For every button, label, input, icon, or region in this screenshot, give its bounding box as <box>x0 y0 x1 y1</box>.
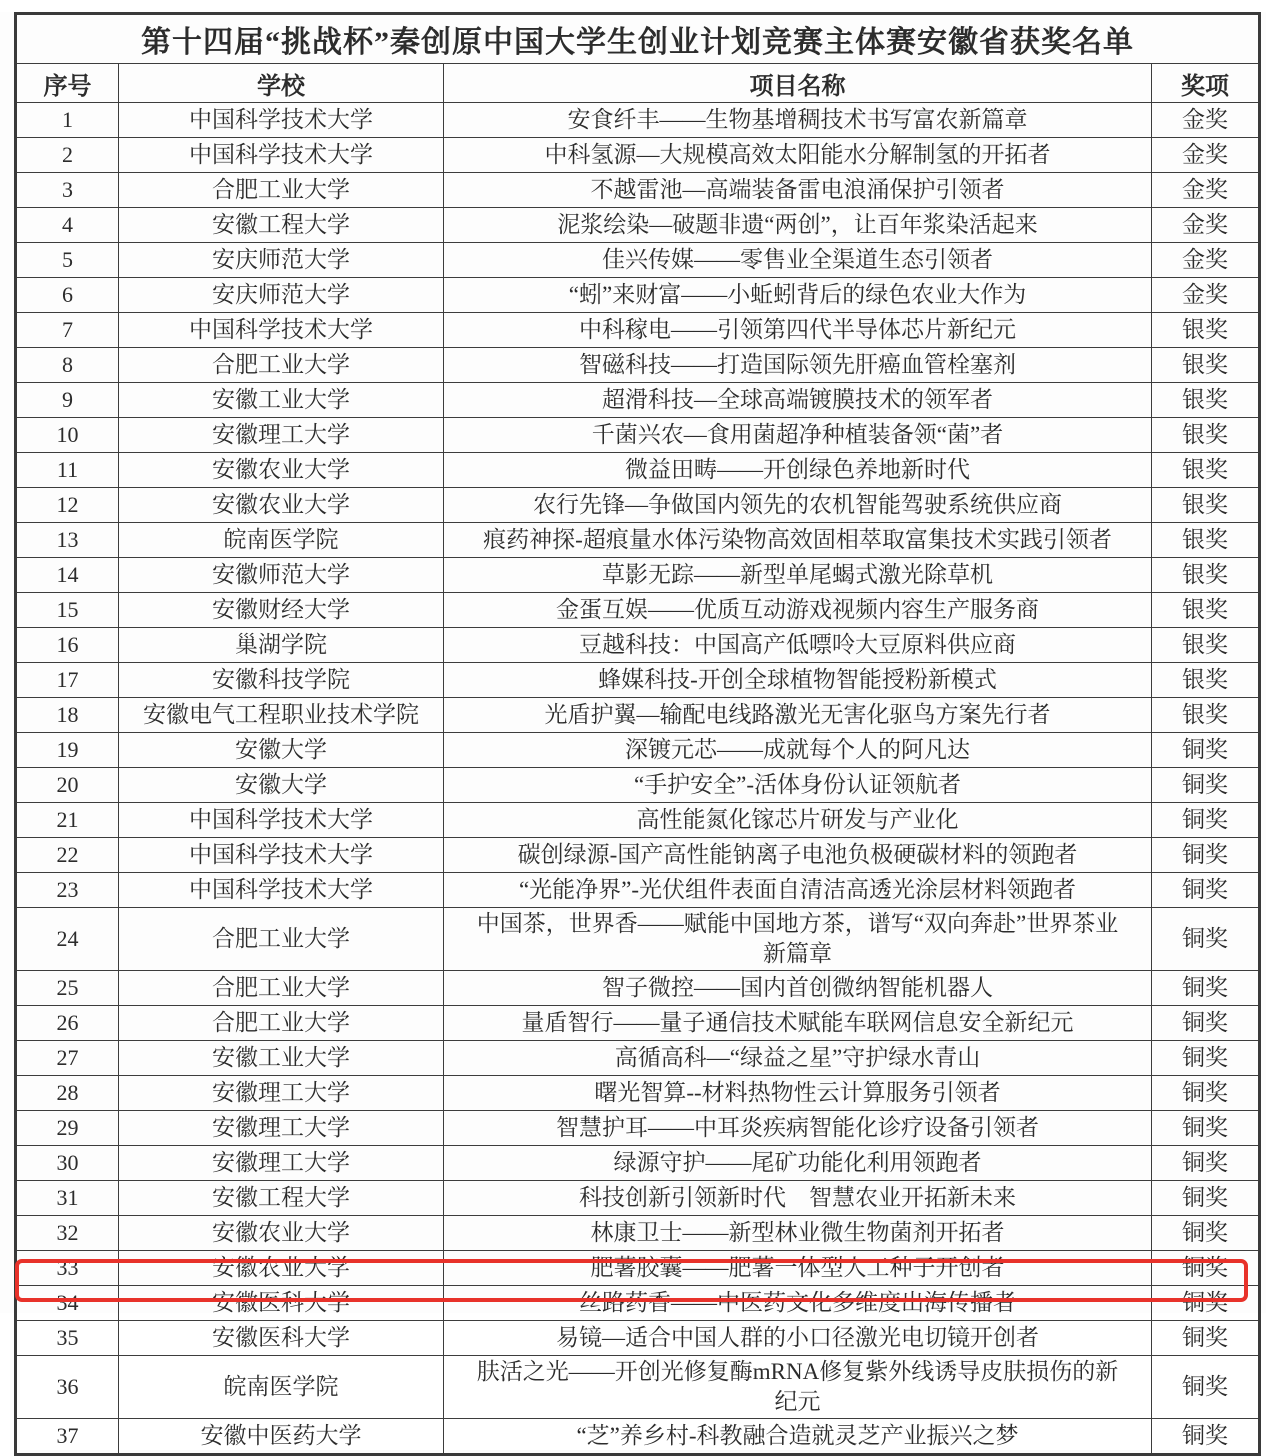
cell-award: 铜奖 <box>1152 908 1260 971</box>
cell-project: “光能净界”-光伏组件表面自清洁高透光涂层材料领跑者 <box>444 873 1152 908</box>
cell-school: 中国科学技术大学 <box>119 838 444 873</box>
cell-award: 银奖 <box>1152 628 1260 663</box>
cell-school: 安徽医科大学 <box>119 1321 444 1356</box>
column-header-project: 项目名称 <box>444 64 1152 103</box>
cell-no: 21 <box>16 803 119 838</box>
table-row <box>16 768 1260 803</box>
cell-award: 银奖 <box>1152 558 1260 593</box>
header-row <box>16 64 1260 103</box>
cell-project: 曙光智算--材料热物性云计算服务引领者 <box>444 1076 1152 1111</box>
cell-project: 深镀元芯——成就每个人的阿凡达 <box>444 733 1152 768</box>
cell-award: 铜奖 <box>1152 1321 1260 1356</box>
cell-no: 18 <box>16 698 119 733</box>
cell-project: 碳创绿源-国产高性能钠离子电池负极硬碳材料的领跑者 <box>444 838 1152 873</box>
cell-no: 15 <box>16 593 119 628</box>
cell-school: 安徽农业大学 <box>119 453 444 488</box>
cell-no: 6 <box>16 278 119 313</box>
cell-project: 不越雷池—高端装备雷电浪涌保护引领者 <box>444 173 1152 208</box>
cell-project: 农行先锋—争做国内领先的农机智能驾驶系统供应商 <box>444 488 1152 523</box>
cell-award: 金奖 <box>1152 243 1260 278</box>
cell-project: 量盾智行——量子通信技术赋能车联网信息安全新纪元 <box>444 1006 1152 1041</box>
cell-school: 安徽师范大学 <box>119 558 444 593</box>
cell-award: 铜奖 <box>1152 1356 1260 1419</box>
cell-school: 安徽中医药大学 <box>119 1419 444 1455</box>
page-title: 第十四届“挑战杯”秦创原中国大学生创业计划竞赛主体赛安徽省获奖名单 <box>16 14 1260 64</box>
cell-award: 银奖 <box>1152 698 1260 733</box>
table-row <box>16 1076 1260 1111</box>
cell-project: 千菌兴农—食用菌超净种植装备领“菌”者 <box>444 418 1152 453</box>
table-row <box>16 523 1260 558</box>
cell-school: 巢湖学院 <box>119 628 444 663</box>
cell-award: 银奖 <box>1152 663 1260 698</box>
table-row <box>16 313 1260 348</box>
cell-award: 铜奖 <box>1152 1076 1260 1111</box>
cell-no: 10 <box>16 418 119 453</box>
table-row <box>16 733 1260 768</box>
cell-no: 13 <box>16 523 119 558</box>
table-row <box>16 873 1260 908</box>
cell-no: 9 <box>16 383 119 418</box>
cell-project: 智磁科技——打造国际领先肝癌血管栓塞剂 <box>444 348 1152 383</box>
cell-school: 合肥工业大学 <box>119 348 444 383</box>
table-row <box>16 243 1260 278</box>
table-row <box>16 1146 1260 1181</box>
cell-school: 安徽大学 <box>119 768 444 803</box>
cell-school: 安徽理工大学 <box>119 1076 444 1111</box>
table-row <box>16 663 1260 698</box>
table-row <box>16 593 1260 628</box>
cell-school: 合肥工业大学 <box>119 1006 444 1041</box>
cell-award: 银奖 <box>1152 593 1260 628</box>
table-row <box>16 488 1260 523</box>
cell-award: 铜奖 <box>1152 1286 1260 1321</box>
table-row <box>16 803 1260 838</box>
cell-no: 2 <box>16 138 119 173</box>
cell-school: 安徽工程大学 <box>119 208 444 243</box>
cell-no: 26 <box>16 1006 119 1041</box>
table-row <box>16 1286 1260 1321</box>
cell-school: 安徽医科大学 <box>119 1286 444 1321</box>
cell-award: 银奖 <box>1152 313 1260 348</box>
table-row <box>16 348 1260 383</box>
table-row <box>16 453 1260 488</box>
cell-no: 28 <box>16 1076 119 1111</box>
cell-school: 安徽工程大学 <box>119 1181 444 1216</box>
table-row <box>16 1111 1260 1146</box>
cell-school: 安徽财经大学 <box>119 593 444 628</box>
title-row <box>16 14 1260 64</box>
cell-no: 37 <box>16 1419 119 1455</box>
cell-no: 16 <box>16 628 119 663</box>
table-row <box>16 173 1260 208</box>
cell-no: 1 <box>16 103 119 138</box>
cell-award: 银奖 <box>1152 488 1260 523</box>
cell-project: 豆越科技：中国高产低嘌呤大豆原料供应商 <box>444 628 1152 663</box>
cell-award: 铜奖 <box>1152 768 1260 803</box>
cell-no: 8 <box>16 348 119 383</box>
cell-project: 中科氢源—大规模高效太阳能水分解制氢的开拓者 <box>444 138 1152 173</box>
column-header-school: 学校 <box>119 64 444 103</box>
cell-school: 安徽理工大学 <box>119 1111 444 1146</box>
cell-award: 铜奖 <box>1152 1041 1260 1076</box>
table-row <box>16 138 1260 173</box>
cell-project: 泥浆绘染—破题非遗“两创”，让百年浆染活起来 <box>444 208 1152 243</box>
table-row <box>16 628 1260 663</box>
cell-school: 安庆师范大学 <box>119 243 444 278</box>
cell-project: 绿源守护——尾矿功能化利用领跑者 <box>444 1146 1152 1181</box>
cell-school: 合肥工业大学 <box>119 971 444 1006</box>
cell-award: 铜奖 <box>1152 1419 1260 1455</box>
cell-no: 4 <box>16 208 119 243</box>
cell-no: 19 <box>16 733 119 768</box>
cell-award: 金奖 <box>1152 173 1260 208</box>
cell-no: 5 <box>16 243 119 278</box>
cell-project: 金蛋互娱——优质互动游戏视频内容生产服务商 <box>444 593 1152 628</box>
cell-award: 金奖 <box>1152 103 1260 138</box>
cell-project: 智子微控——国内首创微纳智能机器人 <box>444 971 1152 1006</box>
cell-no: 24 <box>16 908 119 971</box>
cell-award: 银奖 <box>1152 418 1260 453</box>
cell-no: 29 <box>16 1111 119 1146</box>
cell-school: 安徽理工大学 <box>119 1146 444 1181</box>
cell-no: 22 <box>16 838 119 873</box>
table-row <box>16 838 1260 873</box>
table-row <box>16 1356 1260 1419</box>
cell-school: 安庆师范大学 <box>119 278 444 313</box>
cell-award: 银奖 <box>1152 523 1260 558</box>
cell-school: 皖南医学院 <box>119 1356 444 1419</box>
cell-project: 草影无踪——新型单尾蝎式激光除草机 <box>444 558 1152 593</box>
cell-project: 光盾护翼—输配电线路激光无害化驱鸟方案先行者 <box>444 698 1152 733</box>
cell-award: 金奖 <box>1152 138 1260 173</box>
table-row <box>16 908 1260 971</box>
table-row <box>16 1321 1260 1356</box>
cell-project: 超滑科技—全球高端镀膜技术的领军者 <box>444 383 1152 418</box>
cell-award: 铜奖 <box>1152 873 1260 908</box>
table-row <box>16 1251 1260 1286</box>
cell-award: 铜奖 <box>1152 1216 1260 1251</box>
cell-project: 科技创新引领新时代 智慧农业开拓新未来 <box>444 1181 1152 1216</box>
cell-no: 31 <box>16 1181 119 1216</box>
cell-school: 中国科学技术大学 <box>119 138 444 173</box>
awards-document-page <box>0 12 1266 1448</box>
cell-school: 合肥工业大学 <box>119 908 444 971</box>
cell-school: 安徽大学 <box>119 733 444 768</box>
cell-no: 30 <box>16 1146 119 1181</box>
cell-award: 银奖 <box>1152 453 1260 488</box>
cell-no: 7 <box>16 313 119 348</box>
table-row <box>16 103 1260 138</box>
cell-school: 皖南医学院 <box>119 523 444 558</box>
cell-award: 铜奖 <box>1152 1251 1260 1286</box>
cell-project: “手护安全”-活体身份认证领航者 <box>444 768 1152 803</box>
cell-project: 中科稼电——引领第四代半导体芯片新纪元 <box>444 313 1152 348</box>
table-row <box>16 418 1260 453</box>
table-row <box>16 1006 1260 1041</box>
cell-award: 铜奖 <box>1152 838 1260 873</box>
table-row <box>16 1419 1260 1455</box>
table-row <box>16 1216 1260 1251</box>
cell-school: 合肥工业大学 <box>119 173 444 208</box>
cell-school: 安徽农业大学 <box>119 488 444 523</box>
cell-project: 蜂媒科技-开创全球植物智能授粉新模式 <box>444 663 1152 698</box>
cell-award: 铜奖 <box>1152 733 1260 768</box>
cell-no: 11 <box>16 453 119 488</box>
cell-award: 铜奖 <box>1152 1181 1260 1216</box>
table-row <box>16 1181 1260 1216</box>
cell-award: 铜奖 <box>1152 1111 1260 1146</box>
cell-project: “蚓”来财富——小蚯蚓背后的绿色农业大作为 <box>444 278 1152 313</box>
cell-no: 20 <box>16 768 119 803</box>
table-row <box>16 1041 1260 1076</box>
table-row <box>16 383 1260 418</box>
cell-no: 27 <box>16 1041 119 1076</box>
cell-school: 安徽理工大学 <box>119 418 444 453</box>
cell-no: 36 <box>16 1356 119 1419</box>
cell-school: 中国科学技术大学 <box>119 103 444 138</box>
cell-project: 中国茶，世界香——赋能中国地方茶，谱写“双向奔赴”世界茶业新篇章 <box>444 908 1152 971</box>
table-row <box>16 558 1260 593</box>
cell-project: 痕药神探-超痕量水体污染物高效固相萃取富集技术实践引领者 <box>444 523 1152 558</box>
cell-no: 17 <box>16 663 119 698</box>
cell-project: 智慧护耳——中耳炎疾病智能化诊疗设备引领者 <box>444 1111 1152 1146</box>
cell-school: 安徽农业大学 <box>119 1216 444 1251</box>
cell-award: 金奖 <box>1152 208 1260 243</box>
cell-award: 铜奖 <box>1152 803 1260 838</box>
cell-project: 肥薯胶囊——肥薯一体型人工种子开创者 <box>444 1251 1152 1286</box>
cell-project: 佳兴传媒——零售业全渠道生态引领者 <box>444 243 1152 278</box>
cell-project: 丝路药香——中医药文化多维度出海传播者 <box>444 1286 1152 1321</box>
cell-project: 林康卫士——新型林业微生物菌剂开拓者 <box>444 1216 1152 1251</box>
cell-school: 安徽工业大学 <box>119 383 444 418</box>
cell-school: 中国科学技术大学 <box>119 873 444 908</box>
cell-no: 3 <box>16 173 119 208</box>
cell-school: 中国科学技术大学 <box>119 803 444 838</box>
cell-no: 12 <box>16 488 119 523</box>
table-row <box>16 208 1260 243</box>
cell-project: 安食纤丰——生物基增稠技术书写富农新篇章 <box>444 103 1152 138</box>
cell-no: 33 <box>16 1251 119 1286</box>
cell-no: 14 <box>16 558 119 593</box>
cell-no: 32 <box>16 1216 119 1251</box>
cell-award: 铜奖 <box>1152 1146 1260 1181</box>
column-header-award: 奖项 <box>1152 64 1260 103</box>
awards-table <box>14 12 1261 1456</box>
cell-award: 铜奖 <box>1152 971 1260 1006</box>
table-row <box>16 698 1260 733</box>
cell-school: 安徽工业大学 <box>119 1041 444 1076</box>
table-body <box>16 103 1260 1455</box>
cell-no: 35 <box>16 1321 119 1356</box>
cell-project: 肤活之光——开创光修复酶mRNA修复紫外线诱导皮肤损伤的新纪元 <box>444 1356 1152 1419</box>
cell-award: 铜奖 <box>1152 1006 1260 1041</box>
cell-no: 34 <box>16 1286 119 1321</box>
cell-award: 银奖 <box>1152 348 1260 383</box>
cell-no: 23 <box>16 873 119 908</box>
cell-project: 高性能氮化镓芯片研发与产业化 <box>444 803 1152 838</box>
table-row <box>16 971 1260 1006</box>
cell-school: 安徽农业大学 <box>119 1251 444 1286</box>
cell-school: 安徽电气工程职业技术学院 <box>119 698 444 733</box>
column-header-no: 序号 <box>16 64 119 103</box>
cell-project: 高循高科—“绿益之星”守护绿水青山 <box>444 1041 1152 1076</box>
cell-school: 安徽科技学院 <box>119 663 444 698</box>
cell-no: 25 <box>16 971 119 1006</box>
cell-award: 银奖 <box>1152 383 1260 418</box>
cell-school: 中国科学技术大学 <box>119 313 444 348</box>
cell-project: “芝”养乡村-科教融合造就灵芝产业振兴之梦 <box>444 1419 1152 1455</box>
table-row <box>16 278 1260 313</box>
cell-award: 金奖 <box>1152 278 1260 313</box>
cell-project: 微益田畴——开创绿色养地新时代 <box>444 453 1152 488</box>
cell-project: 易镜—适合中国人群的小口径激光电切镜开创者 <box>444 1321 1152 1356</box>
